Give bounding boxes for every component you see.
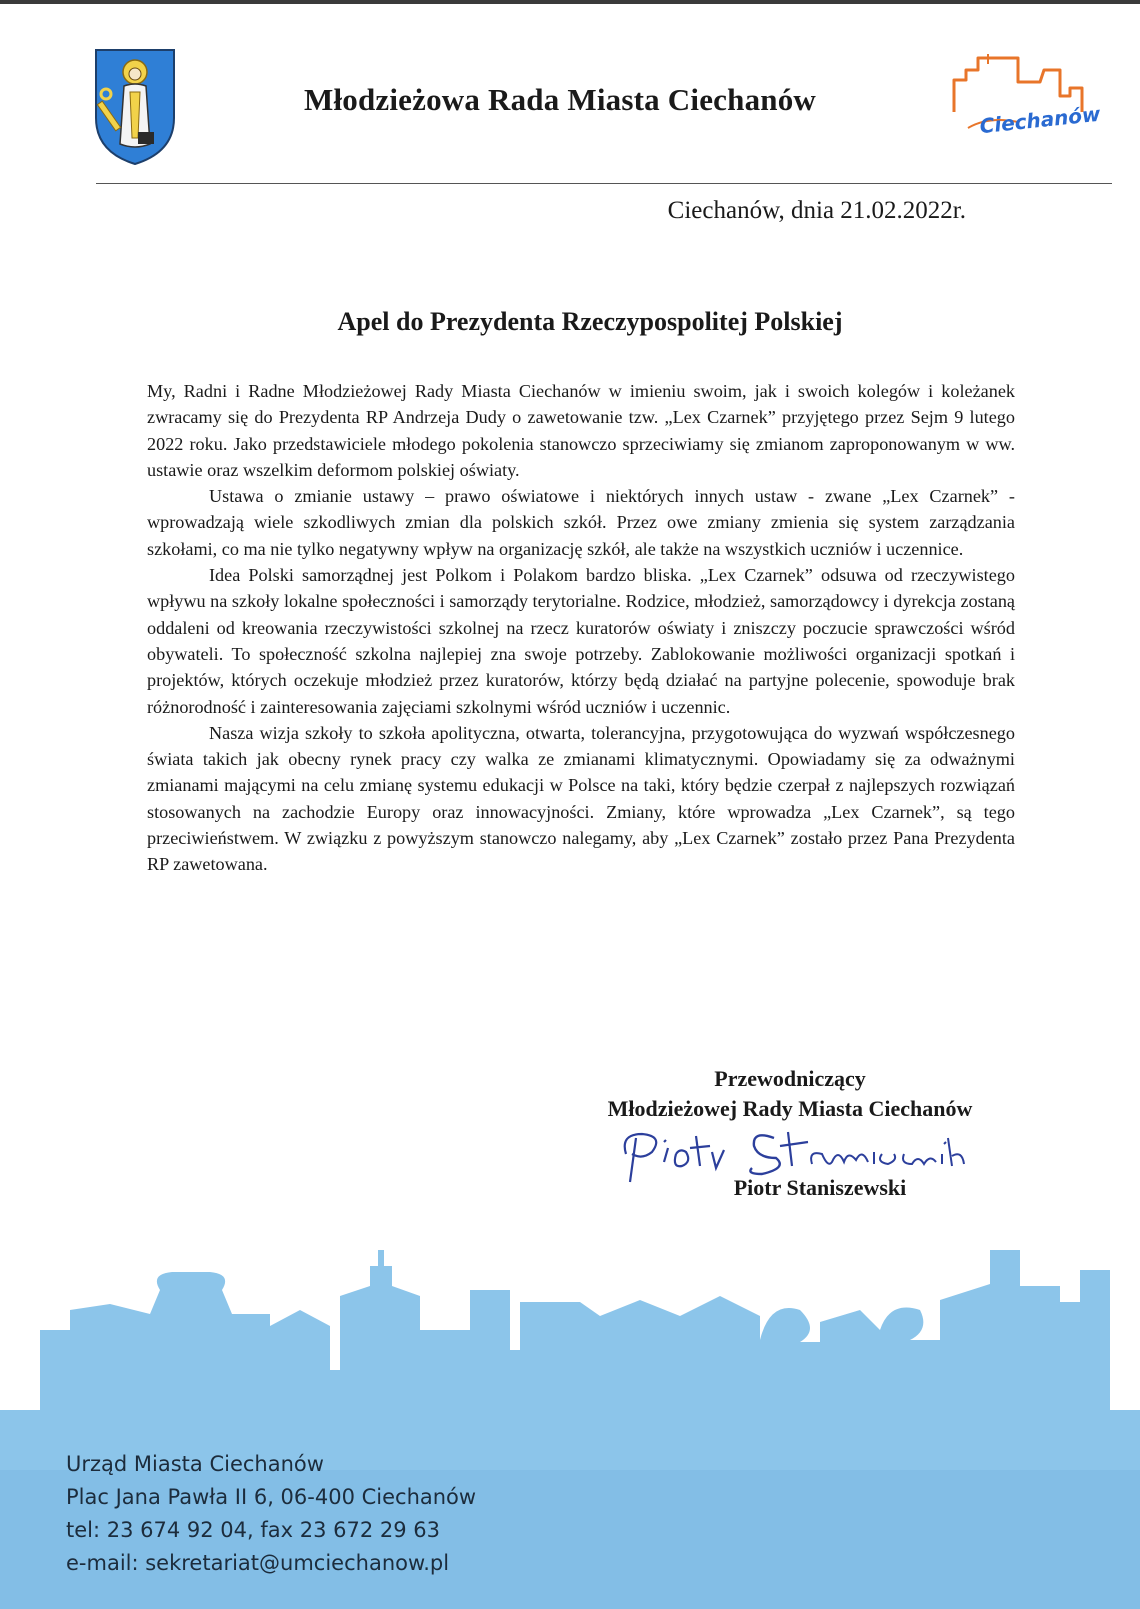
body-paragraph: Ustawa o zmianie ustawy – prawo oświatowe i niektórych innych ustaw - zwane „Lex Czarnek” - wprowadzają wiele szkodliwych zmian dla polskich szkół. Przez owe zmiany zmienia się system zarządzania szkołami, co ma nie tylko negatywny wpływ na organizację szkół, ale także na wszystkich uczniów i uczennice. (147, 486, 1015, 559)
page-top-edge (0, 0, 1140, 4)
footer-address: Plac Jana Pawła II 6, 06-400 Ciechanów (66, 1485, 477, 1509)
signer-role: Przewodniczący (714, 1066, 866, 1091)
document-date: Ciechanów, dnia 21.02.2022r. (667, 197, 966, 224)
document-title: Apel do Prezydenta Rzeczypospolitej Polskiej (337, 307, 843, 336)
signature-block (560, 1064, 1020, 1124)
organization-title: Młodzieżowa Rada Miasta Ciechanów (303, 82, 816, 117)
footer-contact (66, 1448, 666, 1580)
city-logo-text: Ciechanów (978, 101, 1102, 139)
coat-of-arms-icon (94, 48, 176, 166)
footer-phone: tel: 23 674 92 04, fax 23 672 29 63 (66, 1518, 441, 1542)
body-paragraph: Nasza wizja szkoły to szkoła apolityczna, otwarta, tolerancyjna, przygotowująca do wyzwań współczesnego świata takich jak obecny rynek pracy czy walka ze zmianami klimatycznymi. Opowiadamy się za odważnymi zmianami mającymi na celu zmianę systemu edukacji w Polsce na taki, który będzie czerpał z najlepszych rozwiązań stosowanych na zachodzie Europy oraz innowacyjności. Zmiany, które wprowadza „Lex Czarnek”, są tego przeciwieństwem. W związku z powyższym stanowczo nalegamy, aby „Lex Czarnek” zostało przez Pana Prezydenta RP zawetowana. (147, 722, 1015, 875)
footer-email: e-mail: sekretariat@umciechanow.pl (66, 1551, 450, 1575)
signer-organization: Młodzieżowej Rady Miasta Ciechanów (607, 1096, 973, 1121)
body-paragraph: My, Radni i Radne Młodzieżowej Rady Miasta Ciechanów w imieniu swoim, jak i swoich kolegów i koleżanek zwracamy się do Prezydenta RP Andrzeja Dudy o zawetowanie tzw. „Lex Czarnek” przyjętego przez Sejm 9 lutego 2022 roku. Jako przedstawiciele młodego pokolenia stanowczo sprzeciwiamy się zmianom zaproponowanym w ww. ustawie oraz wszelkim deformom polskiej oświaty. (147, 381, 1015, 480)
body-paragraph: Idea Polski samorządnej jest Polkom i Polakom bardzo bliska. „Lex Czarnek” odsuwa od rzeczywistego wpływu na szkoły lokalne społeczności i samorządy terytorialne. Rodzice, młodzież, samorządowcy i dyrekcja zostaną oddaleni od kreowania rzeczywistości szkolnej na rzecz kuratorów oświaty i zniszczy poczucie sprawczości wśród obywateli. To społeczność szkolna najlepiej zna swoje potrzeby. Zablokowanie możliwości organizacji spotkań i projektów, których oczekuje młodzież przez kuratorów, którzy będą działać na partyjne polecenie, spowoduje brak różnorodność i zainteresowania zajęciami szkolnymi wśród uczniów i uczennic. (147, 565, 1015, 717)
signer-name: Piotr Staniszewski (733, 1175, 907, 1200)
document-body (147, 378, 1015, 878)
header-divider (96, 183, 1112, 184)
footer-office: Urząd Miasta Ciechanów (66, 1452, 324, 1476)
